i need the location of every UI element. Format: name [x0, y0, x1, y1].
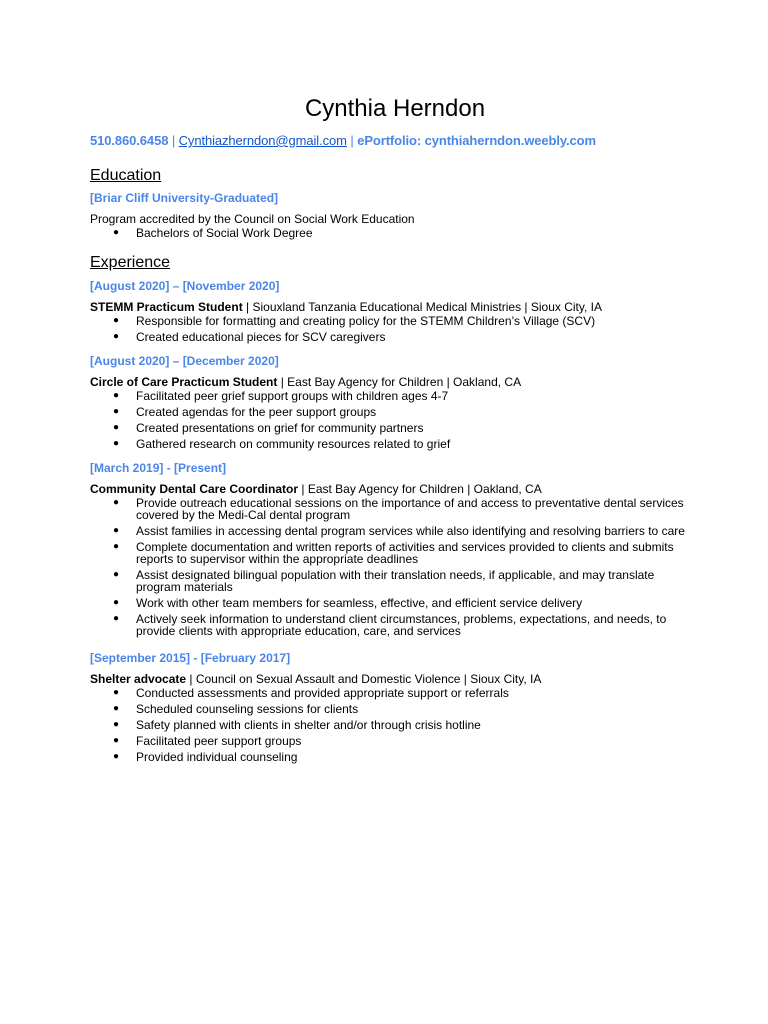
list-item [90, 422, 690, 434]
bullet-icon: ● [113, 331, 120, 342]
bullet-text: Assist families in accessing dental program services while also identifying and resolving barriers to care [136, 524, 685, 538]
email-link[interactable]: Cynthiazherndon@gmail.com [178, 133, 347, 148]
list-item [90, 735, 690, 747]
job-entry [90, 461, 690, 637]
bullet-icon: ● [113, 525, 120, 536]
bullet-icon: ● [113, 438, 120, 449]
bullet-icon: ● [113, 719, 120, 730]
job-bullets [90, 390, 690, 450]
bullet-icon: ● [113, 315, 120, 326]
education-date: [Briar Cliff University-Graduated] [90, 191, 279, 205]
bullet-icon: ● [113, 497, 120, 508]
list-item [90, 525, 690, 537]
bullet-text: Conducted assessments and provided appropriate support or referrals [136, 686, 509, 700]
bullet-text: Facilitated peer support groups [136, 734, 302, 748]
job-org: | Council on Sexual Assault and Domestic Violence | Sioux City, IA [186, 672, 542, 686]
job-org: | East Bay Agency for Children | Oakland, CA [277, 375, 522, 389]
job-org: | Siouxland Tanzania Educational Medical Ministries | Sioux City, IA [242, 300, 602, 314]
list-item [90, 613, 690, 637]
bullet-text: Facilitated peer grief support groups with children ages 4-7 [136, 389, 449, 403]
bullet-text: Complete documentation and written reports of activities and services provided to clients and submits reports to supervisor within the appropriate deadlines [136, 540, 674, 566]
bullet-text: Created presentations on grief for community partners [136, 421, 424, 435]
job-role: Community Dental Care Coordinator [90, 482, 299, 496]
experience-section [90, 253, 690, 763]
education-section [90, 166, 690, 239]
job-title-line [90, 375, 690, 390]
bullet-text: Actively seek information to understand client circumstances, problems, expectations, and needs, to provide clients with appropriate education, care, and services [136, 612, 667, 638]
bullet-icon: ● [113, 613, 120, 624]
job-date: [August 2020] – [November 2020] [90, 279, 280, 293]
job-entry [90, 279, 690, 343]
bullet-icon: ● [113, 597, 120, 608]
job-org: | East Bay Agency for Children | Oakland, CA [298, 482, 542, 496]
list-item [90, 703, 690, 715]
list-item [90, 315, 690, 327]
job-bullets [90, 315, 690, 343]
list-item [90, 331, 690, 343]
bullet-text: Work with other team members for seamless, effective, and efficient service delivery [136, 596, 583, 610]
list-item [90, 597, 690, 609]
list-item [90, 687, 690, 699]
job-entry [90, 651, 690, 763]
bullet-icon: ● [113, 703, 120, 714]
job-role: STEMM Practicum Student [90, 300, 243, 314]
list-item [90, 406, 690, 418]
contact-separator: | [350, 133, 354, 148]
bullet-text: Safety planned with clients in shelter and/or through crisis hotline [136, 718, 481, 732]
list-item [90, 390, 690, 402]
bullet-icon: ● [113, 541, 120, 552]
bullet-icon: ● [113, 735, 120, 746]
portfolio-link[interactable]: ePortfolio: cynthiaherndon.weebly.com [357, 133, 596, 148]
bullet-text: Bachelors of Social Work Degree [136, 226, 313, 240]
section-title-experience: Experience [90, 254, 171, 271]
list-item [90, 719, 690, 731]
education-bullets [90, 227, 690, 239]
bullet-text: Assist designated bilingual population with their translation needs, if applicable, and may translate program materials [136, 568, 655, 594]
bullet-icon: ● [113, 687, 120, 698]
job-entry [90, 354, 690, 450]
bullet-text: Provide outreach educational sessions on the importance of and access to preventative dental services covered by the Medi-Cal dental program [136, 496, 684, 522]
job-date: [September 2015] - [February 2017] [90, 651, 291, 665]
resume-name: Cynthia Herndon [304, 95, 486, 122]
job-role: Shelter advocate [90, 672, 187, 686]
contact-separator: | [171, 133, 176, 148]
list-item [90, 227, 690, 239]
phone-number: 510.860.6458 [90, 133, 169, 148]
bullet-text: Provided individual counseling [136, 750, 298, 764]
list-item [90, 541, 690, 565]
bullet-text: Responsible for formatting and creating policy for the STEMM Children’s Village (SCV) [136, 314, 596, 328]
job-title-line [90, 482, 690, 497]
bullet-icon: ● [113, 422, 120, 433]
bullet-icon: ● [113, 751, 120, 762]
bullet-icon: ● [113, 406, 120, 417]
list-item [90, 751, 690, 763]
list-item [90, 569, 690, 593]
bullet-text: Created educational pieces for SCV caregivers [136, 330, 386, 344]
job-bullets [90, 687, 690, 763]
bullet-text: Created agendas for the peer support groups [136, 405, 377, 419]
resume-page [90, 92, 690, 767]
bullet-text: Scheduled counseling sessions for clients [136, 702, 359, 716]
list-item [90, 497, 690, 521]
job-date: [March 2019] - [Present] [90, 461, 227, 475]
list-item [90, 438, 690, 450]
education-description: Program accredited by the Council on Social Work Education [90, 212, 415, 226]
bullet-icon: ● [113, 569, 120, 580]
contact-line [90, 133, 690, 149]
job-date: [August 2020] – [December 2020] [90, 354, 279, 368]
bullet-icon: ● [113, 227, 120, 238]
job-bullets [90, 497, 690, 637]
bullet-icon: ● [113, 390, 120, 401]
job-title-line [90, 672, 690, 687]
section-title-education: Education [90, 167, 162, 184]
job-role: Circle of Care Practicum Student [90, 375, 278, 389]
bullet-text: Gathered research on community resources related to grief [136, 437, 451, 451]
job-title-line [90, 300, 690, 315]
